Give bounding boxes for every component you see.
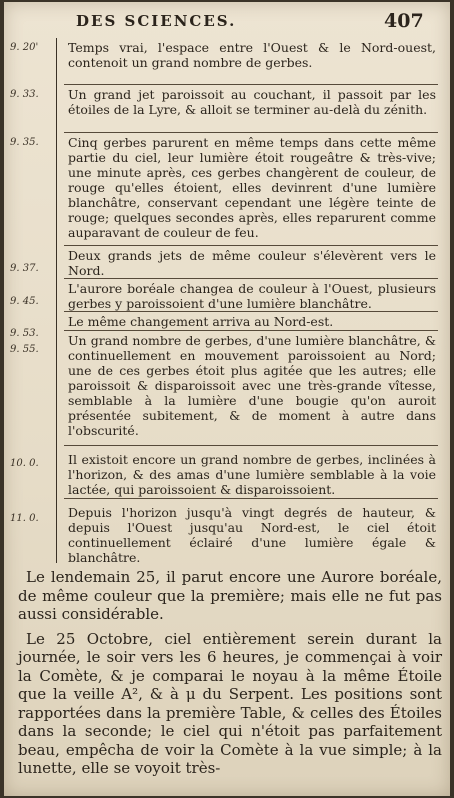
page-number: 407	[384, 10, 424, 32]
observation-text: Il existoit encore un grand nombre de gerbes, inclinées à l'horizon, & des amas d'une lumière semblable à la voie lactée, qui paroissoient & disparoissoient.	[68, 452, 436, 497]
observation-time: 11. 0.	[10, 513, 39, 524]
observation-time: 9. 53.	[10, 328, 39, 339]
observation-text: Depuis l'horizon jusqu'à vingt degrés de hauteur, & depuis l'Ouest jusqu'au Nord-est, le ciel étoit continuellement éclairé d'une lumière égale & blanchâtre.	[68, 505, 436, 565]
observation-time: 10. 0.	[10, 458, 39, 469]
observation-text: Deux grands jets de même couleur s'élevèrent vers le Nord.	[68, 248, 436, 278]
observation-text: Un grand jet paroissoit au couchant, il passoit par les étoiles de la Lyre, & alloit se terminer au-delà du zénith.	[68, 87, 436, 117]
observation-text: Temps vrai, l'espace entre l'Ouest & le Nord-ouest, contenoit un grand nombre de gerbes.	[68, 40, 436, 70]
observation-row	[4, 499, 450, 563]
running-title: DES SCIENCES.	[76, 12, 237, 30]
page-header	[4, 8, 450, 36]
body-paragraph-2: Le 25 Octobre, ciel entièrement serein durant la journée, le soir vers les 6 heures, je commençai à voir la Comète, & je comparai le noyau à la même Étoile que la veille A², & à μ du Serpent. Les positions sont rapportées dans la première Table, & celles des Étoiles dans la seconde; le ciel qui n'étoit pas parfaitement beau, empêcha de voir la Comète à la vue simple; à la lunette, elle se voyoit très-	[18, 629, 442, 777]
observation-row	[4, 246, 450, 278]
book-page	[4, 2, 450, 796]
body-text	[18, 568, 442, 784]
observation-row	[4, 446, 450, 498]
observation-time: 9. 55.	[10, 344, 39, 355]
observation-time: 9. 45.	[10, 296, 39, 307]
observation-text: Un grand nombre de gerbes, d'une lumière blanchâtre, & continuellement en mouvement paroissoient au Nord; une de ces gerbes étoit plus agitée que les autres; elle paroissoit & disparoissoit avec une très-grande vîtesse, semblable à la lumière d'une bougie qu'on auroit présentée subitement, & de moment à autre dans l'obscurité.	[68, 333, 436, 438]
observation-row	[4, 133, 450, 245]
observation-time: 9. 35.	[10, 137, 39, 148]
observation-row	[4, 38, 450, 84]
observation-row	[4, 331, 450, 445]
observation-row	[4, 85, 450, 131]
observation-row	[4, 312, 450, 339]
observation-text: Le même changement arriva au Nord-est.	[68, 314, 334, 329]
observation-time: 9. 33.	[10, 89, 39, 100]
observation-time: 9. 20'	[10, 42, 39, 53]
observation-text: L'aurore boréale changea de couleur à l'Ouest, plusieurs gerbes y paroissoient d'une lumière blanchâtre.	[68, 281, 436, 311]
body-paragraph-1: Le lendemain 25, il parut encore une Aurore boréale, de même couleur que la première; mais elle ne fut pas aussi considérable.	[18, 568, 442, 623]
observation-time: 9. 37.	[10, 263, 39, 274]
observation-table	[4, 38, 450, 563]
observation-row	[4, 279, 450, 311]
observation-text: Cinq gerbes parurent en même temps dans cette même partie du ciel, leur lumière étoit rougeâtre & très-vive; une minute après, ces gerbes changèrent de couleur, de rouge qu'elles étoient, elles devinrent d'une lumière blanchâtre, conservant cependant une légère teinte de rouge; quelques secondes après, elles reparurent comme auparavant de couleur de feu.	[68, 135, 436, 240]
